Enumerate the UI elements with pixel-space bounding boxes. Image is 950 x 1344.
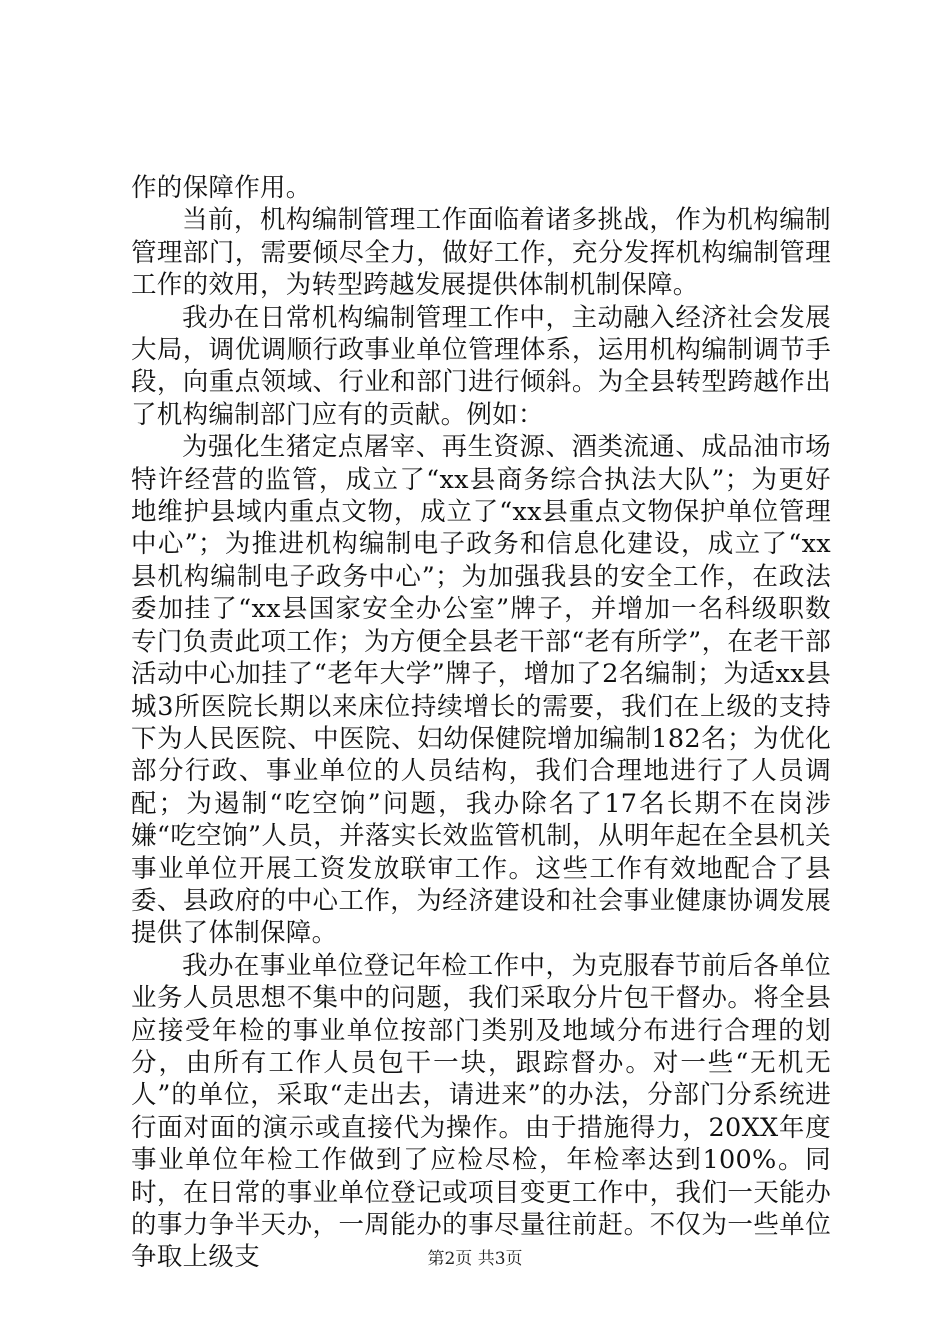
page-number-footer: 第2页 共3页 — [427, 1249, 523, 1269]
paragraph-continuation: 作的保障作用。 — [131, 173, 312, 203]
paragraph-examples: 为强化生猪定点屠宰、再生资源、酒类流通、成品油市场特许经营的监管，成立了“xx县商务综合执法大队”；为更好地维护县域内重点文物，成立了“xx县重点文物保护单位管理中心”；为推进机构编制电子政务和信息化建设，成立了“xx县机构编制电子政务中心”；为加强我县的安全工作，在政法委加挂了“xx县国家安全办公室”牌子，并增加一名科级职数专门负责此项工作；为方便全县老干部“老有所学”，在老干部活动中心加挂了“老年大学”牌子，增加了2名编制；为适xx县城3所医院长期以来床位持续增长的需要，我们在上级的支持下为人民医院、中医院、妇幼保健院增加编制182名；为优化部分行政、事业单位的人员结构，我们合理地进行了人员调配；为遏制“吃空饷”问题，我办除名了17名长期不在岗涉嫌“吃空饷”人员，并落实长效监管机制，从明年起在全县机关事业单位开展工资发放联审工作。这些工作有效地配合了县委、县政府的中心工作，为经济建设和社会事业健康协调发展提供了体制保障。 — [131, 432, 831, 949]
paragraph-daily-management: 我办在日常机构编制管理工作中，主动融入经济社会发展大局，调优调顺行政事业单位管理体系，运用机构编制调节手段，向重点领域、行业和部门进行倾斜。为全县转型跨越作出了机构编制部门应有的贡献。例如： — [131, 302, 831, 430]
document-body — [131, 172, 831, 1274]
paragraph-current-challenges: 当前，机构编制管理工作面临着诸多挑战，作为机构编制管理部门，需要倾尽全力，做好工作，充分发挥机构编制管理工作的效用，为转型跨越发展提供体制机制保障。 — [131, 205, 831, 301]
paragraph-annual-inspection: 我办在事业单位登记年检工作中，为克服春节前后各单位业务人员思想不集中的问题，我们采取分片包干督办。将全县应接受年检的事业单位按部门类别及地域分布进行合理的划分，由所有工作人员包干一块，跟踪督办。对一些“无机无人”的单位，采取“走出去，请进来”的办法，分部门分系统进行面对面的演示或直接代为操作。由于措施得力，20XX年度事业单位年检工作做到了应检尽检，年检率达到100%。同时，在日常的事业单位登记或项目变更工作中，我们一天能办的事力争半天办，一周能办的事尽量往前赶。不仅为一些单位争取上级支 — [131, 950, 831, 1273]
